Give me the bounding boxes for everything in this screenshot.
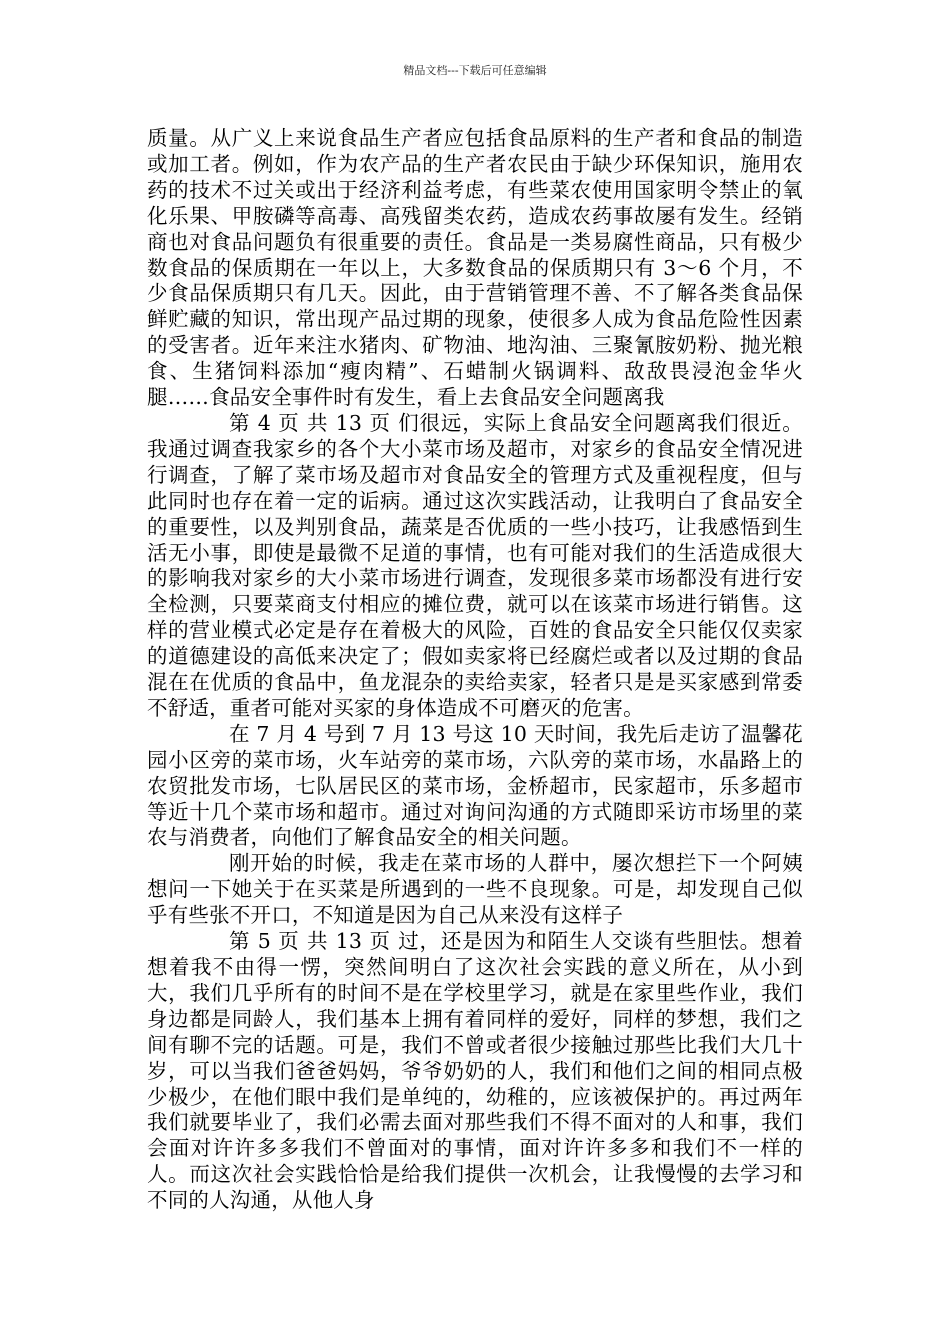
paragraph-5: 第 5 页 共 13 页 过，还是因为和陌生人交谈有些胆怯。想着想着我不由得一愣，突然间明白了这次社会实践的意义所在，从小到大，我们几乎所有的时间不是在学校里学习，就是在家里些作业，我们身边都是同龄人，我们基本上拥有着同样的爱好，同样的梦想，我们之间有聊不完的话题。可是，我们不曾或者很少接触过那些比我们大几十岁，可以当我们爸爸妈妈，爷爷奶奶的人，我们和他们之间的相同点极少极少，在他们眼中我们是单纯的，幼稚的，应该被保护的。再过两年我们就要毕业了，我们必需去面对那些我们不得不面对的人和事，我们会面对许许多多我们不曾面对的事情，面对许许多多和我们不一样的人。而这次社会实践恰恰是给我们提供一次机会，让我慢慢的去学习和不同的人沟通，从他人身 <box>147 929 803 1213</box>
paragraph-4: 刚开始的时候，我走在菜市场的人群中，屡次想拦下一个阿姨想问一下她关于在买菜是所遇到的一些不良现象。可是，却发现自己似乎有些张不开口，不知道是因为自己从来没有这样子 <box>147 851 803 928</box>
paragraph-3: 在 7 月 4 号到 7 月 13 号这 10 天时间，我先后走访了温馨花园小区旁的菜市场，火车站旁的菜市场，六队旁的菜市场，水晶路上的农贸批发市场，七队居民区的菜市场，金桥超市，民家超市，乐多超市等近十几个菜市场和超市。通过对询问沟通的方式随即采访市场里的菜农与消费者，向他们了解食品安全的相关问题。 <box>147 721 803 850</box>
paragraph-2: 第 4 页 共 13 页 们很远，实际上食品安全问题离我们很近。我通过调查我家乡的各个大小菜市场及超市，对家乡的食品安全情况进行调查，了解了菜市场及超市对食品安全的管理方式及重视程度，但与此同时也存在着一定的诟病。通过这次实践活动，让我明白了食品安全的重要性，以及判别食品，蔬菜是否优质的一些小技巧，让我感悟到生活无小事，即使是最微不足道的事情，也有可能对我们的生活造成很大的影响我对家乡的大小菜市场进行调查，发现很多菜市场都没有进行安全检测，只要菜商支付相应的摊位费，就可以在该菜市场进行销售。这样的营业模式必定是存在着极大的风险，百姓的食品安全只能仅仅卖家的道德建设的高低来决定了；假如卖家将已经腐烂或者以及过期的食品混在在优质的食品中，鱼龙混杂的卖给卖家，轻者只是是买家感到常委不舒适，重者可能对买家的身体造成不可磨灭的危害。 <box>147 410 803 720</box>
document-body <box>147 126 803 1214</box>
paragraph-1: 质量。从广义上来说食品生产者应包括食品原料的生产者和食品的制造或加工者。例如，作为农产品的生产者农民由于缺少环保知识，施用农药的技术不过关或出于经济利益考虑，有些菜农使用国家明令禁止的氧化乐果、甲胺磷等高毒、高残留类农药，造成农药事故屡有发生。经销商也对食品问题负有很重要的责任。食品是一类易腐性商品，只有极少数食品的保质期在一年以上，大多数食品的保质期只有 3～6 个月，不少食品保质期只有几天。因此，由于营销管理不善、不了解各类食品保鲜贮藏的知识，常出现产品过期的现象，使很多人成为食品危险性因素的受害者。近年来注水猪肉、矿物油、地沟油、三聚氰胺奶粉、抛光粮食、生猪饲料添加“瘦肉精”、石蜡制火锅调料、敌敌畏浸泡金华火腿……食品安全事件时有发生，看上去食品安全问题离我 <box>147 126 803 410</box>
page-header: 精品文档---下载后可任意编辑 <box>403 64 547 77</box>
